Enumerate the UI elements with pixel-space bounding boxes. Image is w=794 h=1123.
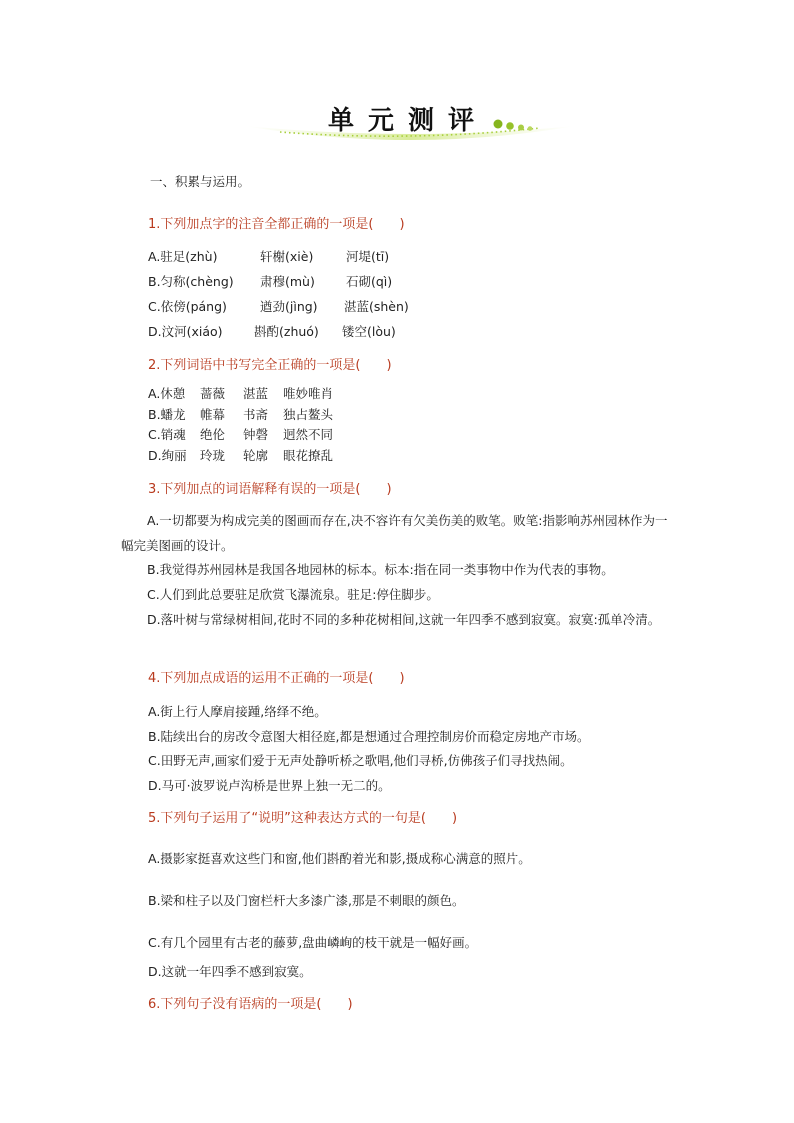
question-1: 1.下列加点字的注音全都正确的一项是( ): [148, 217, 405, 232]
q5-option-a: A.摄影家挺喜欢这些门和窗,他们斟酌着光和影,摄成称心满意的照片。: [148, 851, 531, 866]
q3-option-d: D.落叶树与常绿树相间,花时不同的多种花树相间,这就一年四季不感到寂寞。寂寞:孤单冷清。: [147, 612, 661, 627]
q1-option-a: A.驻足(zhù) 轩榭(xiè) 河堤(tī): [148, 249, 390, 264]
q2-option-c: C.销魂 绝伦 钟磬 迥然不同: [148, 427, 334, 442]
q1-option-d: D.汶河(xiáo) 斟酌(zhuó) 镂空(lòu): [148, 324, 396, 339]
q5-option-d: D.这就一年四季不感到寂寞。: [148, 964, 312, 979]
q3-option-a: A.一切都要为构成完美的图画而存在,决不容许有欠美伤美的败笔。败笔:指影响苏州园林作为一幅完美图画的设计。: [121, 513, 668, 553]
question-6: 6.下列句子没有语病的一项是( ): [148, 997, 353, 1012]
q2-option-d: D.绚丽 玲珑 轮廓 眼花撩乱: [148, 448, 334, 463]
q5-option-b: B.梁和柱子以及门窗栏杆大多漆广漆,那是不刺眼的颜色。: [148, 893, 465, 908]
question-3: 3.下列加点的词语解释有误的一项是( ): [148, 482, 392, 497]
question-4: 4.下列加点成语的运用不正确的一项是( ): [148, 671, 405, 686]
q4-option-a: A.街上行人摩肩接踵,络绎不绝。: [148, 704, 327, 719]
q4-option-d: D.马可·波罗说卢沟桥是世界上独一无二的。: [148, 778, 391, 793]
q3-option-b: B.我觉得苏州园林是我国各地园林的标本。标本:指在同一类事物中作为代表的事物。: [147, 562, 614, 577]
q2-option-a: A.休憩 蔷薇 湛蓝 唯妙唯肖: [148, 386, 334, 401]
section-heading: 一、积累与运用。: [150, 174, 251, 189]
q1-option-b: B.匀称(chèng) 肃穆(mù) 石砌(qì): [148, 274, 393, 289]
q5-option-c: C.有几个园里有古老的藤萝,盘曲嶙峋的枝干就是一幅好画。: [148, 935, 478, 950]
q4-option-b: B.陆续出台的房改令意图大相径庭,都是想通过合理控制房价而稳定房地产市场。: [148, 729, 590, 744]
q3-option-c: C.人们到此总要驻足欣赏飞瀑流泉。驻足:停住脚步。: [147, 587, 439, 602]
q1-option-c: C.依傍(páng) 遒劲(jìng) 湛蓝(shèn): [148, 299, 409, 314]
q4-option-c: C.田野无声,画家们爱于无声处静听桥之歌唱,他们寻桥,仿佛孩子们寻找热闹。: [148, 753, 573, 768]
page-title: 单元测评: [328, 106, 489, 136]
question-5: 5.下列句子运用了“说明”这种表达方式的一句是( ): [148, 811, 458, 826]
question-2: 2.下列词语中书写完全正确的一项是( ): [148, 358, 392, 373]
q2-option-b: B.蟠龙 帷幕 书斋 独占鳌头: [148, 407, 334, 422]
unit-test-banner: [240, 92, 580, 152]
